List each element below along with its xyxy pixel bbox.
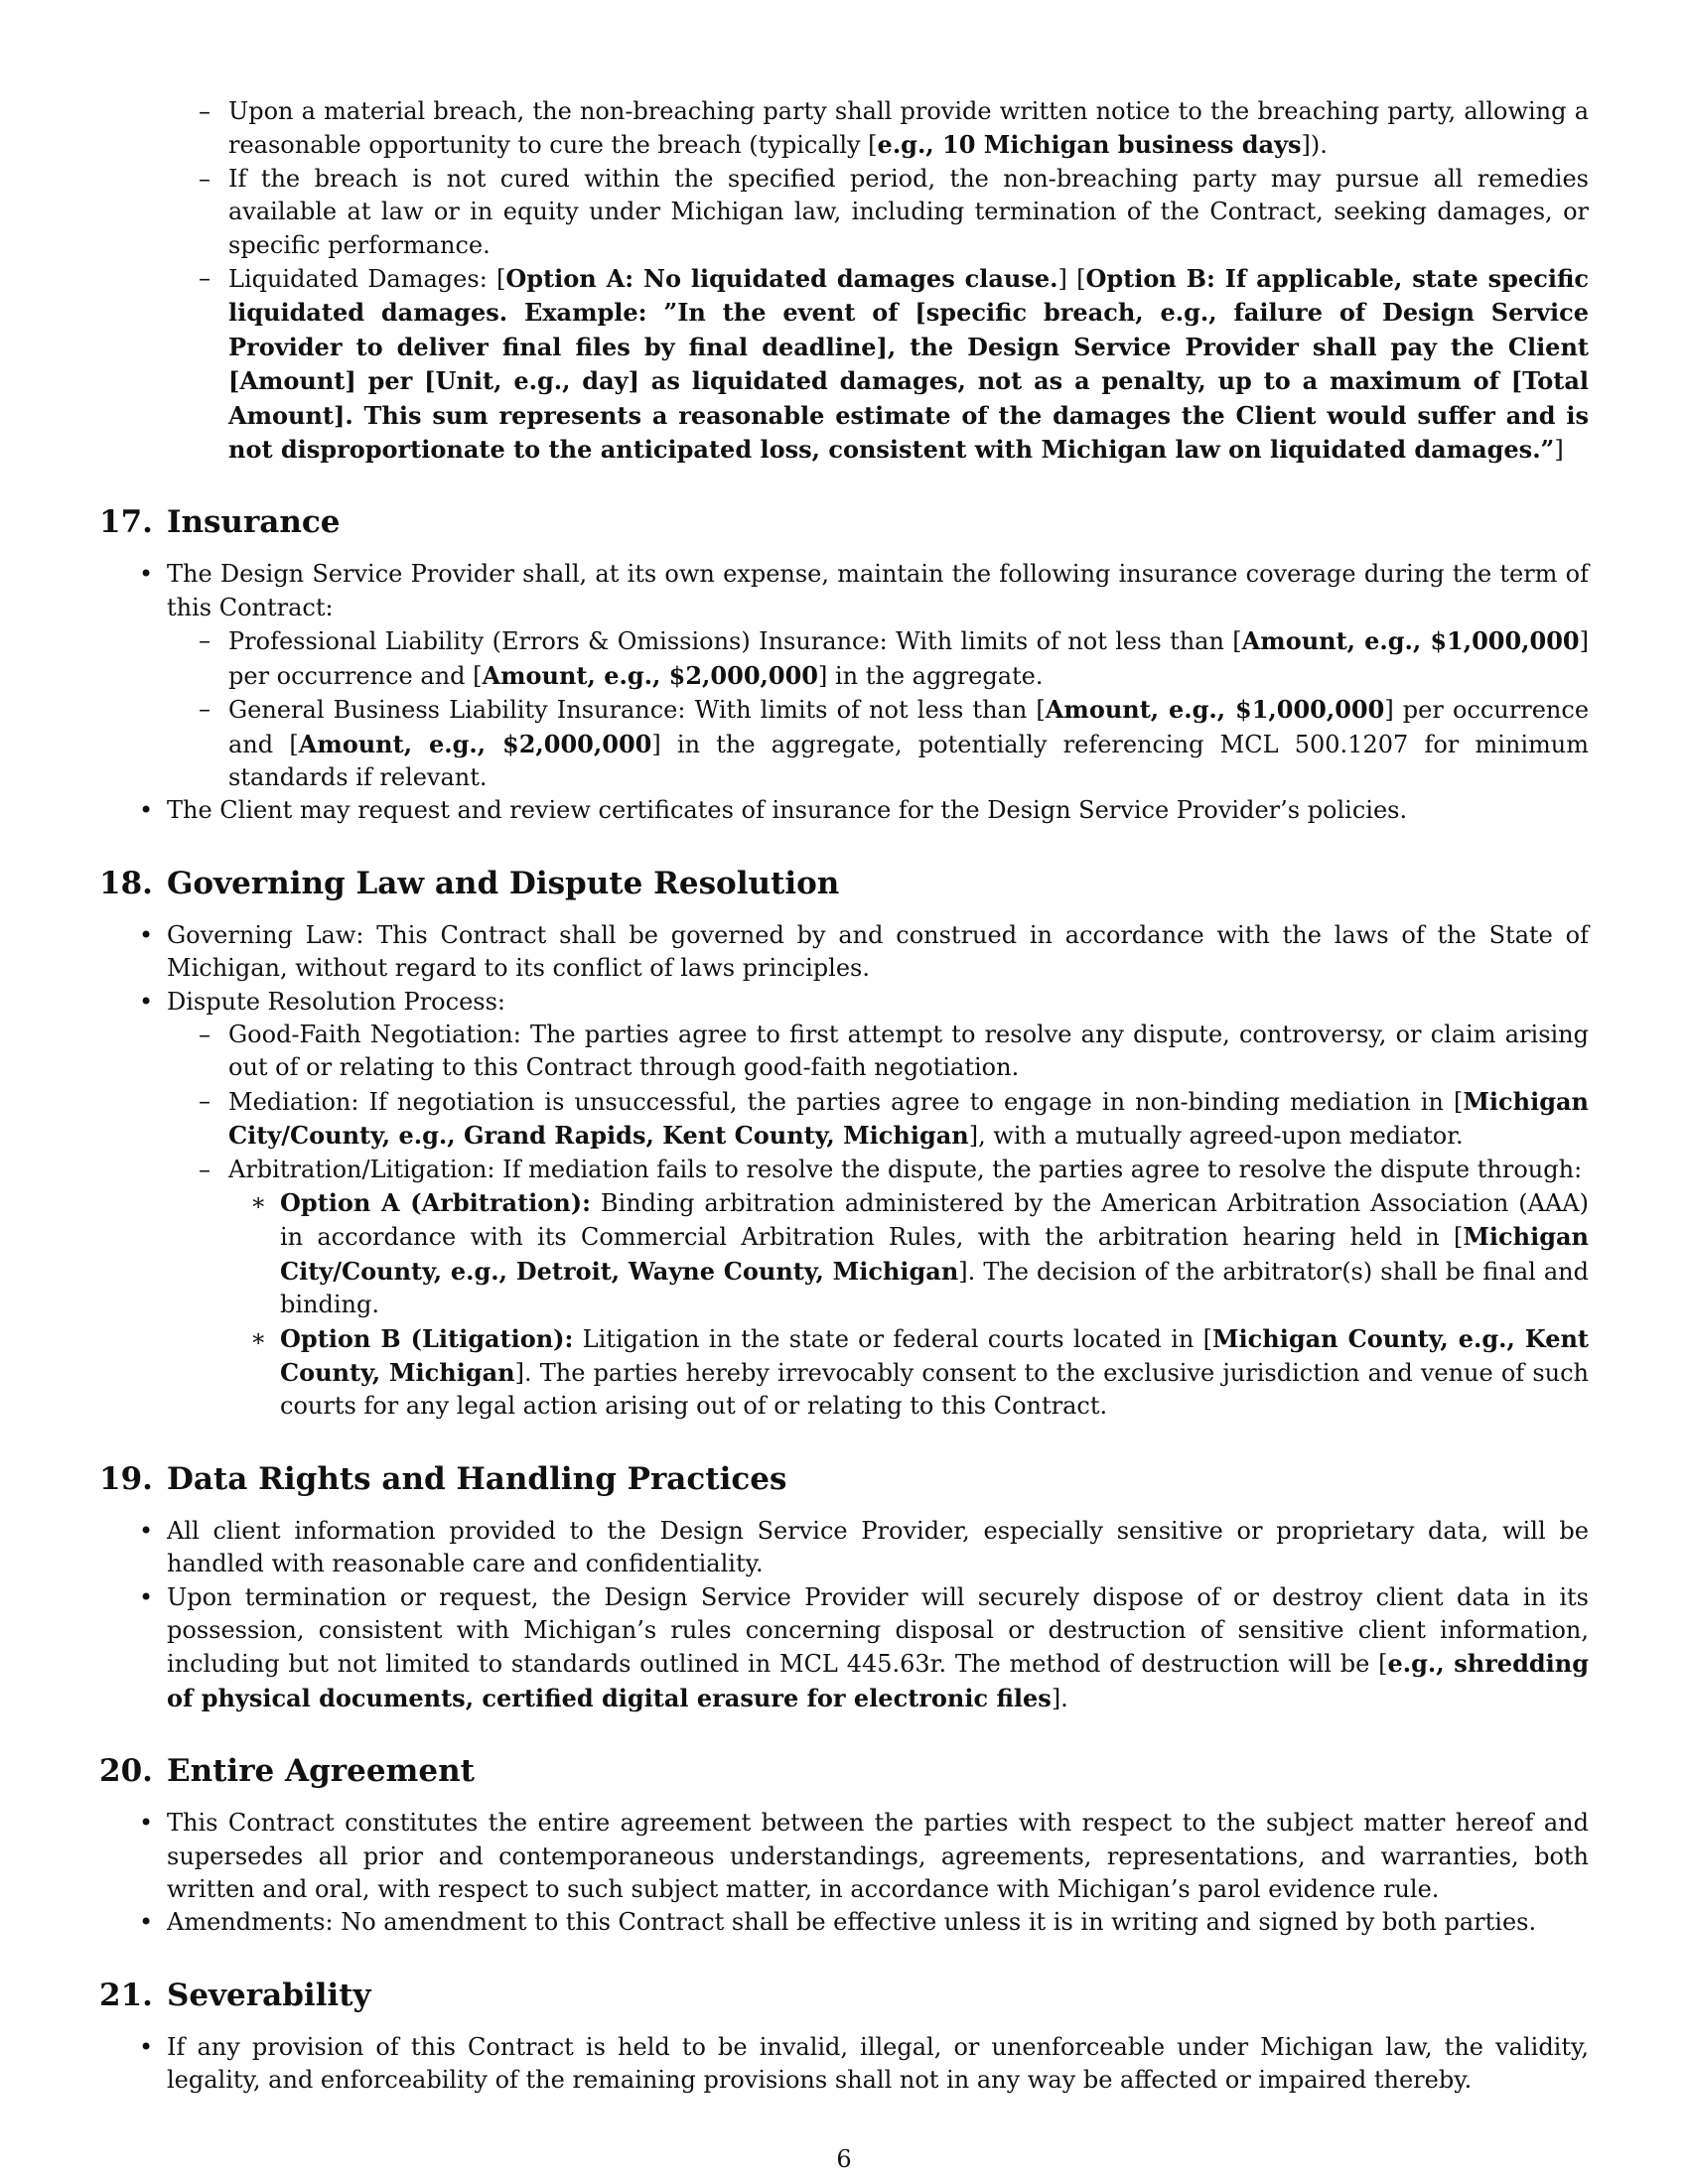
entire-agreement-list [99,1807,1589,1940]
list-item: ∗ Option A (Arbitration): Binding arbitration administered by the American Arbitration Association (AAA) in accordance with its Commercial Arbitration Rules, with the arbitration hearing held in [Michigan City/County, e.g., Detroit, Wayne County, Michigan]. The decision of the arbitrator(s) shall be final and binding. [228,1186,1589,1322]
list-item: ∗ Option B (Litigation): Litigation in the state or federal courts located in [Michigan County, e.g., Kent County, Michigan]. The parties hereby irrevocably consent to the exclusive jurisdiction and venue of such courts for any legal action arising out of or relating to this Contract. [228,1322,1589,1424]
list-item: • Amendments: No amendment to this Contract shall be effective unless it is in writing and signed by both parties. [99,1906,1589,1939]
list-item: – Mediation: If negotiation is unsuccessful, the parties agree to engage in non-binding mediation in [Michigan City/County, e.g., Grand Rapids, Kent County, Michigan], with a mutually agreed-upon mediator. [167,1085,1589,1154]
list-item: – Good-Faith Negotiation: The parties agree to first attempt to resolve any dispute, controversy, or claim arising out of or relating to this Contract through good-faith negotiation. [167,1019,1589,1085]
list-item: • Upon termination or request, the Design Service Provider will securely dispose of or destroy client data in its possession, consistent with Michigan’s rules concerning disposal or destruction of sensitive client information, including but not limited to standards outlined in MCL 445.63r. The method of destruction will be [e.g., shredding of physical documents, certified digital erasure for electronic files]. [99,1581,1589,1716]
list-item: • The Design Service Provider shall, at its own expense, maintain the following insurance coverage during the term of this Contract: – Professional Liability (Errors & Omissions) Insurance: With limits of not less than [Amount, e.g., $1,000,000] per occurrence and [Amount, e.g., $2,000,000] in the aggregate. – General Business Liability Insurance: With limits of not less than [Amount, e.g., $1,000,000] per occurrence and [Amount, e.g., $2,000,000] in the aggregate, potentially referencing MCL 500.1207 for minimum standards if relevant. [99,558,1589,794]
list-item: • Dispute Resolution Process: – Good-Faith Negotiation: The parties agree to first attempt to resolve any dispute, controversy, or claim arising out of or relating to this Contract through good-faith negotiation. – Mediation: If negotiation is unsuccessful, the parties agree to engage in non-binding mediation in [Michigan City/County, e.g., Grand Rapids, Kent County, Michigan], with a mutually agreed-upon mediator. – Arbitration/Litigation: If mediation fails to resolve the dispute, the parties agree to resolve the dispute through: ∗ Option A (Arbitration): Binding arbitration administered by the American Arbitration Association (AAA) in accordance with its Commercial Arbitration Rules, with the arbitration hearing held in [Michigan City/County, e.g., Detroit, Wayne County, Michigan]. The decision of the arbitrator(s) shall be final and binding. ∗ Option B (Litigation): Litigation in the state or federal courts located in [Michigan County, e.g., Kent County, Michigan]. The parties hereby irrevocably consent to the exclusive jurisdiction and venue of such courts for any legal action arising out of or relating to this Contract. [99,986,1589,1424]
data-rights-list [99,1515,1589,1715]
list-item: – Liquidated Damages: [Option A: No liquidated damages clause.] [Option B: If applicable, state specific liquidated damages. Example: ”In the event of [specific breach, e.g., failure of Design Service Provider to deliver final files by final deadline], the Design Service Provider shall pay the Client [Amount] per [Unit, e.g., day] as liquidated damages, not as a penalty, up to a maximum of [Total Amount]. This sum represents a reasonable estimate of the damages the Client would suffer and is not disproportionate to the anticipated loss, consistent with Michigan law on liquidated damages.”] [167,262,1589,467]
list-item: • Governing Law: This Contract shall be governed by and construed in accordance with the laws of the State of Michigan, without regard to its conflict of laws principles. [99,919,1589,986]
section-heading-entire-agreement: 20. Entire Agreement [99,1753,475,1790]
list-item: • If any provision of this Contract is held to be invalid, illegal, or unenforceable under Michigan law, the validity, legality, and enforceability of the remaining provisions shall not in any way be affected or impaired thereby. [99,2031,1589,2098]
breach-remedies-list [99,95,1589,467]
list-item: • All client information provided to the Design Service Provider, especially sensitive or proprietary data, will be handled with reasonable care and confidentiality. [99,1515,1589,1581]
list-item: – If the breach is not cured within the specified period, the non-breaching party may pursue all remedies available at law or in equity under Michigan law, including termination of the Contract, seeking damages, or specific performance. [167,163,1589,262]
list-item: • This Contract constitutes the entire agreement between the parties with respect to the subject matter hereof and supersedes all prior and contemporaneous understandings, agreements, representations, and warranties, both written and oral, with respect to such subject matter, in accordance with Michigan’s parol evidence rule. [99,1807,1589,1906]
section-heading-data-rights: 19. Data Rights and Handling Practices [99,1460,787,1497]
insurance-list [99,558,1589,827]
list-item: – Arbitration/Litigation: If mediation fails to resolve the dispute, the parties agree to resolve the dispute through: ∗ Option A (Arbitration): Binding arbitration administered by the American Arbitration Association (AAA) in accordance with its Commercial Arbitration Rules, with the arbitration hearing held in [Michigan City/County, e.g., Detroit, Wayne County, Michigan]. The decision of the arbitrator(s) shall be final and binding. ∗ Option B (Litigation): Litigation in the state or federal courts located in [Michigan County, e.g., Kent County, Michigan]. The parties hereby irrevocably consent to the exclusive jurisdiction and venue of such courts for any legal action arising out of or relating to this Contract. [167,1154,1589,1424]
list-item: • The Client may request and review certificates of insurance for the Design Service Provider’s policies. [99,794,1589,827]
section-heading-insurance: 17. Insurance [99,504,341,541]
list-item: – General Business Liability Insurance: With limits of not less than [Amount, e.g., $1,000,000] per occurrence and [Amount, e.g., $2,000,000] in the aggregate, potentially referencing MCL 500.1207 for minimum standards if relevant. [167,693,1589,794]
section-heading-governing-law: 18. Governing Law and Dispute Resolution [99,865,840,901]
section-heading-severability: 21. Severability [99,1977,371,2013]
page-number: 6 [836,2145,852,2173]
list-item: – Upon a material breach, the non-breaching party shall provide written notice to the breaching party, allowing a reasonable opportunity to cure the breach (typically [e.g., 10 Michigan business days]). [167,95,1589,163]
document-body [99,95,1589,2098]
governing-law-list [99,919,1589,1424]
list-item: – Professional Liability (Errors & Omissions) Insurance: With limits of not less than [Amount, e.g., $1,000,000] per occurrence and [Amount, e.g., $2,000,000] in the aggregate. [167,624,1589,693]
severability-list [99,2031,1589,2098]
